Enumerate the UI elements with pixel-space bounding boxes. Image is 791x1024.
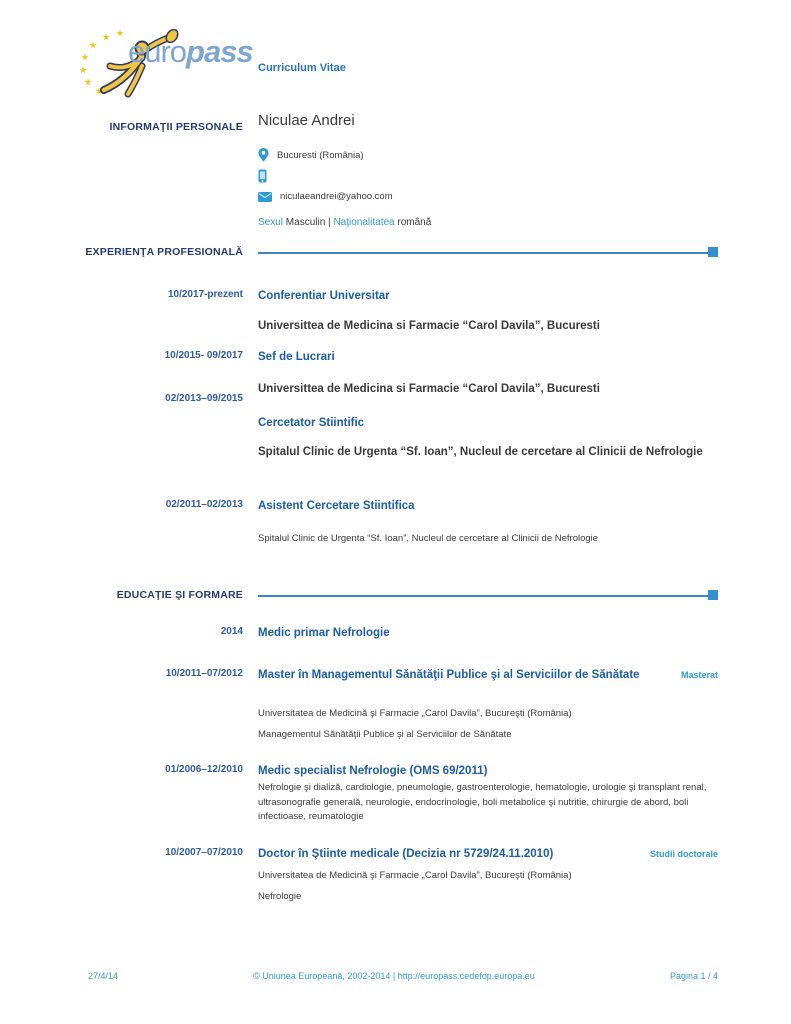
svg-text:★: ★ (81, 52, 90, 62)
svg-text:★: ★ (116, 28, 125, 38)
education-entry-desc: Nefrologie (258, 891, 302, 902)
section-rule (258, 589, 718, 601)
education-entry-date: 2014 (220, 626, 243, 637)
education-entry-org: Universitatea de Medicină şi Farmacie „Carol Davila”, Bucureşti (România) (258, 870, 572, 881)
svg-text:★: ★ (95, 86, 104, 96)
experience-entry-org: Universittea de Medicina si Farmacie “Carol Davila”, Bucuresti (258, 320, 600, 332)
experience-entry-date: 10/2017-prezent (167, 289, 243, 300)
footer-date: 27/4/14 (88, 971, 119, 981)
svg-text:★: ★ (79, 65, 88, 75)
experience-entry-date: 02/2013–09/2015 (165, 393, 243, 404)
education-entry-date: 01/2006–12/2010 (165, 764, 243, 775)
europass-wordmark (128, 34, 253, 70)
svg-text:★: ★ (84, 77, 93, 87)
sex-value: Masculin (285, 217, 326, 228)
experience-entry-title: Asistent Cercetare Stiintifica (258, 500, 415, 512)
education-section-title: EDUCAŢIE ŞI FORMARE (116, 589, 243, 601)
education-entry-level-tag: Masterat (680, 670, 718, 680)
experience-entry-title: Cercetator Stiintific (258, 417, 365, 429)
experience-entry-org: Spitalul Clinic de Urgenta “Sf. Ioan”, Nucleul de cercetare al Clinicii de Nefrologie (258, 533, 599, 544)
location-pin-icon (258, 148, 269, 162)
experience-entry-title: Sef de Lucrari (258, 351, 335, 363)
education-entry-title: Master în Managementul Sănătăţii Publice şi al Serviciilor de Sănătate (258, 669, 640, 681)
phone-icon (258, 169, 267, 183)
education-entry-org: Universitatea de Medicină şi Farmacie „Carol Davila”, Bucureşti (România) (258, 708, 572, 719)
section-rule-line (258, 595, 708, 597)
experience-entry-title: Conferentiar Universitar (258, 290, 390, 302)
svg-text:★: ★ (102, 32, 111, 42)
experience-entry-date: 10/2015- 09/2017 (164, 350, 243, 361)
education-entry-desc: Nefrologie şi dializă, cardiologie, pneumologie, gastroenterologie, hematologie, urologie şi transplant renal, ultrasonografie generală, neurologie, endocrinologie, boli metabolice şi nutritie, chirurgie de abord, boli infectioase, reumatologie (258, 781, 707, 823)
email-icon (258, 192, 272, 202)
education-entry-desc: Managementul Sănătăţii Publice şi al Serviciilor de Sănătate (258, 729, 512, 740)
section-rule-square (708, 247, 718, 257)
education-entry-title: Medic primar Nefrologie (258, 627, 390, 639)
education-entry-date: 10/2007–07/2010 (165, 847, 243, 858)
education-entry-date: 10/2011–07/2012 (165, 668, 243, 679)
footer-page-number: Pagina 1 / 4 (669, 971, 718, 981)
separator: | (328, 217, 331, 228)
email-text: niculaeandrei@yahoo.com (280, 191, 393, 202)
personal-section-title: INFORMAŢII PERSONALE (109, 121, 243, 133)
sex-label: Sexul (258, 217, 284, 228)
education-entry-level-tag: Studii doctorale (649, 849, 718, 859)
education-entry-title: Medic specialist Nefrologie (OMS 69/2011) (258, 765, 488, 777)
page-footer (88, 971, 718, 981)
document-type-label: Curriculum Vitae (258, 62, 346, 74)
logo-pass: pass (186, 34, 253, 69)
nationality-value: română (397, 217, 432, 228)
location-text: Bucuresti (România) (277, 149, 364, 161)
education-entry-title: Doctor în Ştiinte medicale (Decizia nr 5729/24.11.2010) (258, 848, 554, 860)
nationality-label: Naţionalitatea (333, 217, 395, 228)
person-name: Niculae Andrei (258, 112, 355, 129)
experience-entry-org: Spitalul Clinic de Urgenta “Sf. Ioan”, Nucleul de cercetare al Clinicii de Nefrologie (258, 446, 703, 458)
logo-euro: euro (128, 34, 187, 69)
section-rule (258, 246, 718, 258)
section-rule-square (708, 590, 718, 600)
experience-entry-org: Universittea de Medicina si Farmacie “Carol Davila”, Bucuresti (258, 383, 600, 395)
experience-section-title: EXPERIENŢA PROFESIONALĂ (85, 246, 243, 258)
footer-copyright: © Uniunea Europeană, 2002-2014 | http://europass.cedefop.europa.eu (253, 971, 535, 981)
section-rule-line (258, 252, 708, 254)
experience-entry-date: 02/2011–02/2013 (165, 499, 243, 510)
svg-text:★: ★ (89, 40, 98, 50)
